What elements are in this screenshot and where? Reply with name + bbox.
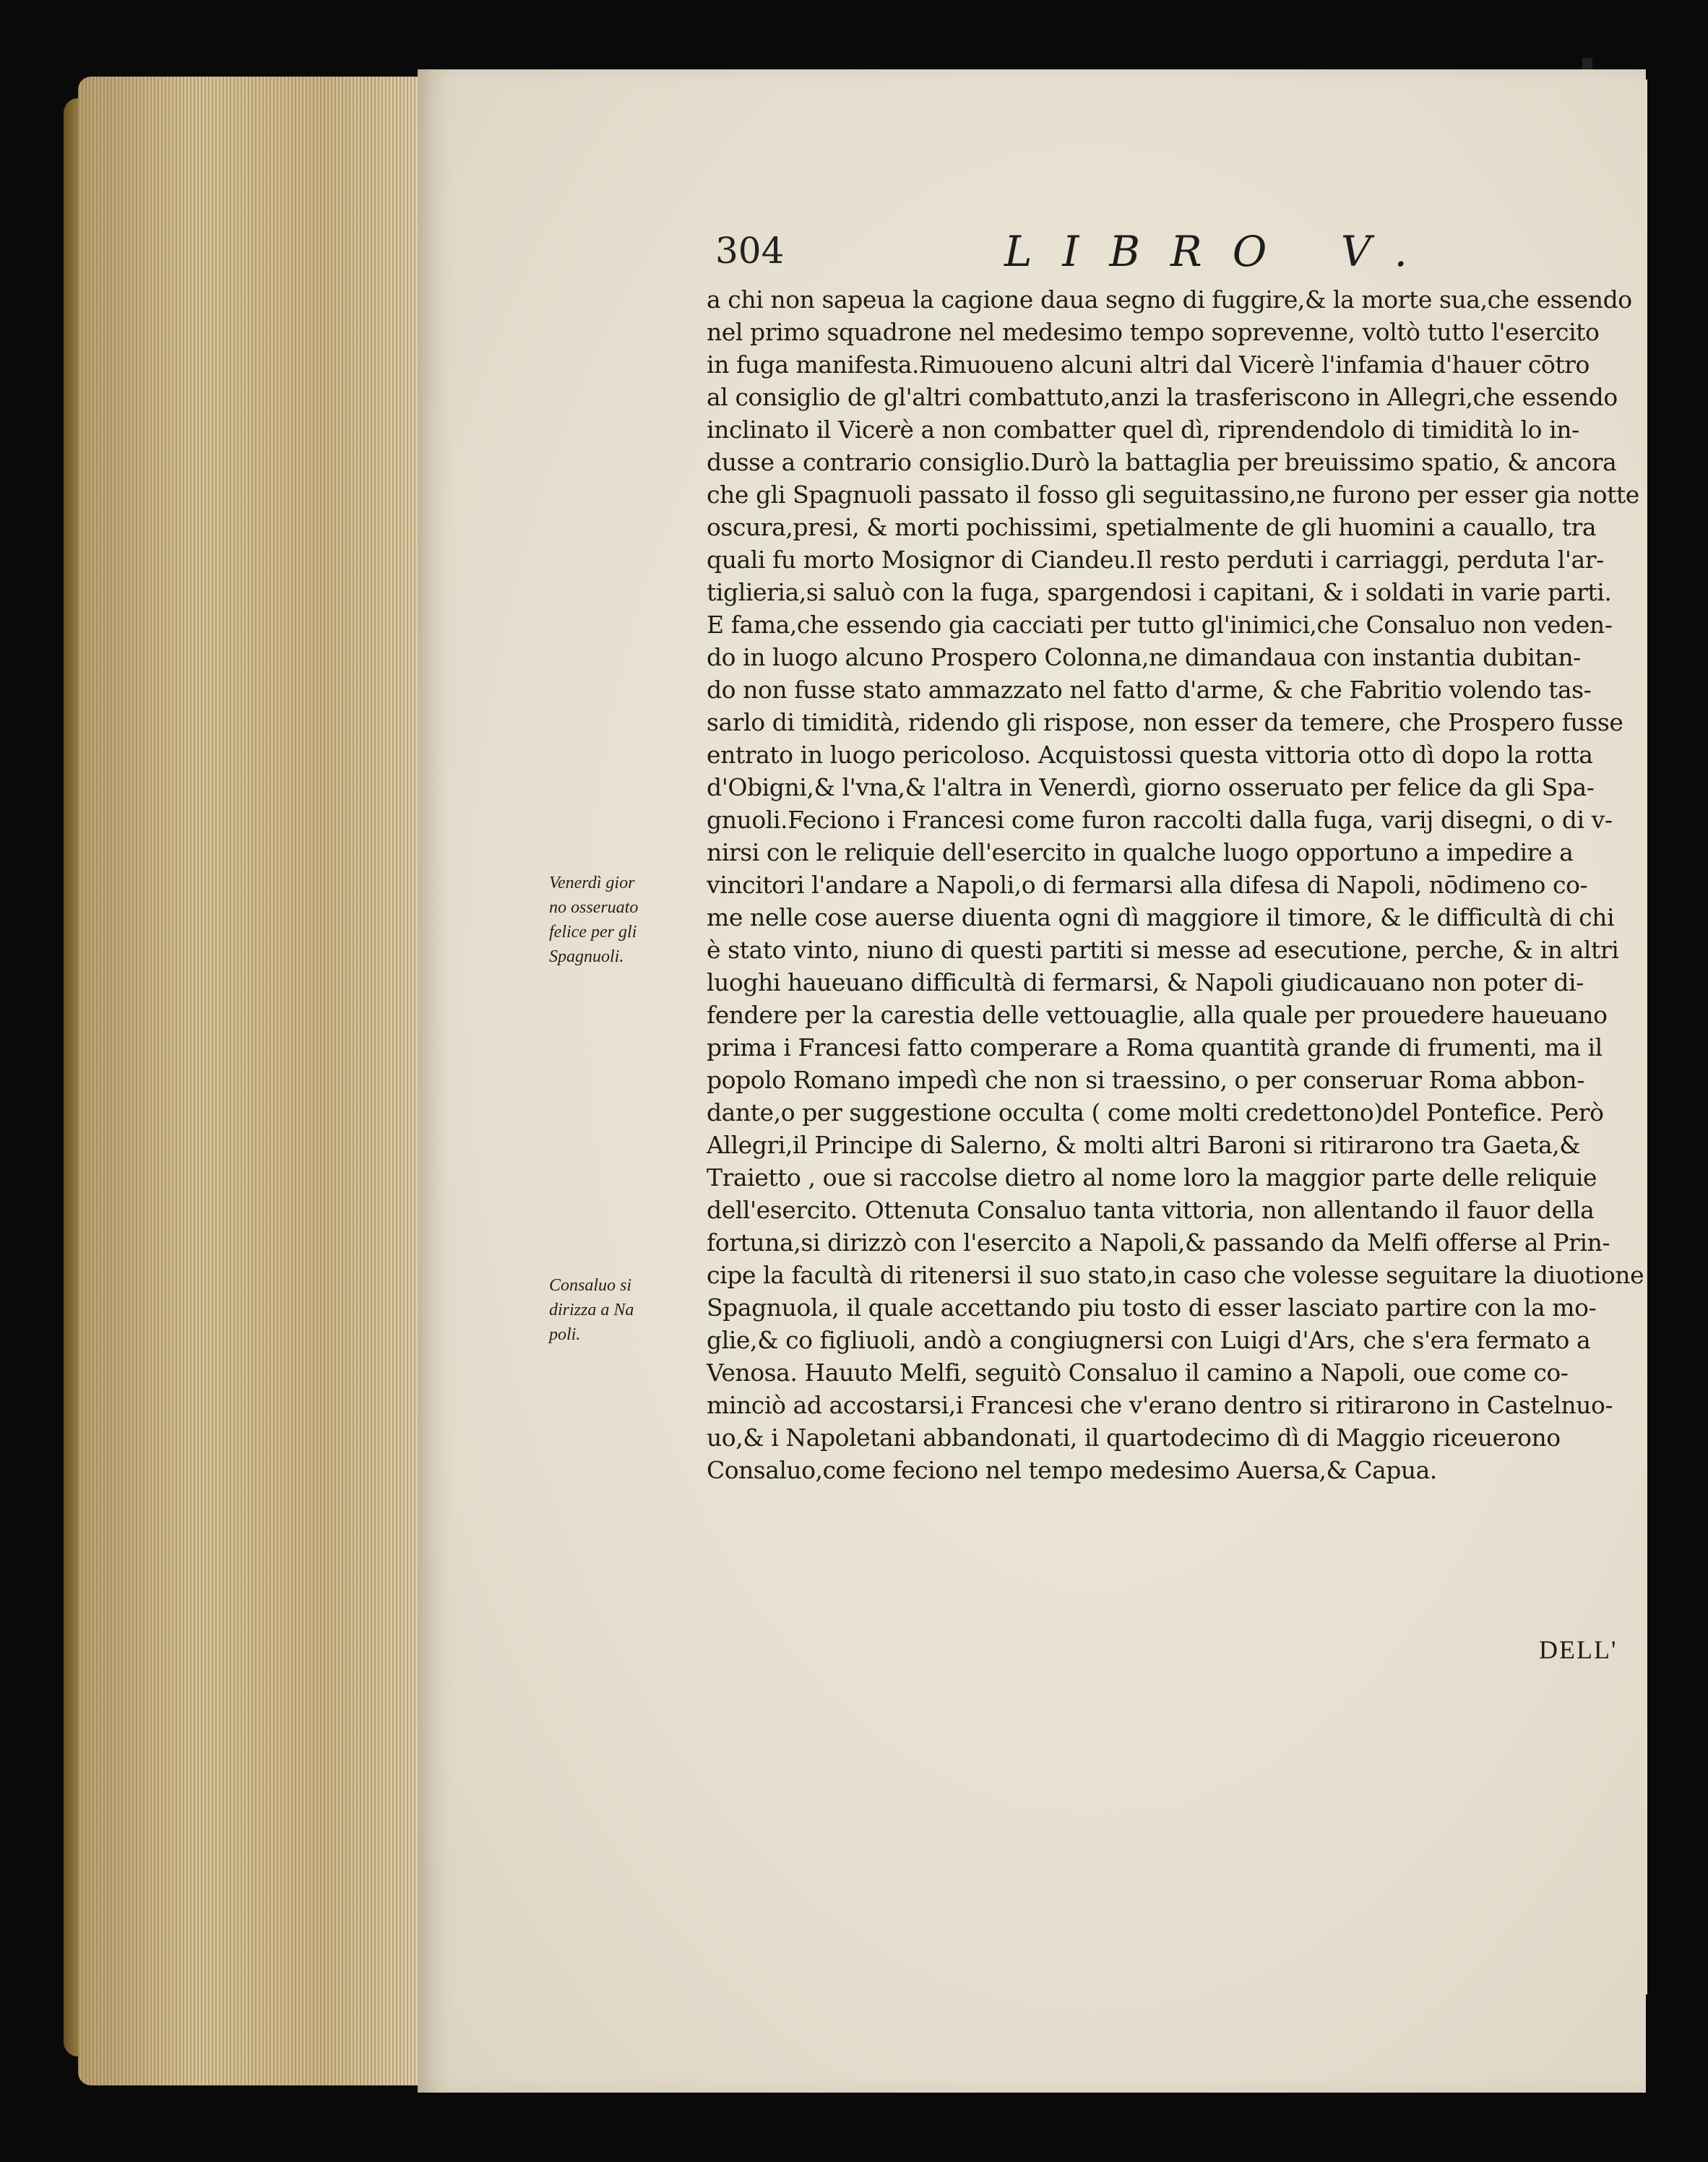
text-line: fendere per la carestia delle vettouaglie, alla quale per prouedere haueuano — [707, 1001, 1608, 1029]
text-line: dusse a contrario consiglio.Durò la battaglia per breuissimo spatio, & ancora — [707, 448, 1617, 476]
margin-note-consaluo — [549, 1273, 701, 1347]
text-line: Spagnuola, il quale accettando piu tosto di esser lasciato partire con la mo- — [707, 1293, 1597, 1322]
text-line: a chi non sapeua la cagione daua segno di fuggire,& la morte sua,che essendo — [707, 285, 1632, 314]
text-line: Allegri,il Principe di Salerno, & molti altri Baroni si ritirarono tra Gaeta,& — [707, 1131, 1581, 1159]
text-line: tiglieria,si saluò con la fuga, spargendosi i capitani, & i soldati in varie parti. — [707, 578, 1612, 606]
margin-note-line: Consaluo si — [549, 1276, 632, 1295]
text-line: oscura,presi, & morti pochissimi, spetialmente de gli huomini a cauallo, tra — [707, 513, 1597, 541]
text-line: è stato vinto, niuno di questi partiti si messe ad esecutione, perche, & in altri — [707, 936, 1619, 964]
margin-note-line: Spagnuoli. — [549, 947, 624, 966]
text-line: d'Obigni,& l'vna,& l'altra in Venerdì, giorno osseruato per felice da gli Spa- — [707, 773, 1595, 801]
text-line: inclinato il Vicerè a non combatter quel dì, riprendendolo di timidità lo in- — [707, 415, 1579, 444]
text-line: glie,& co figliuoli, andò a congiugnersi con Luigi d'Ars, che s'era fermato a — [707, 1326, 1591, 1354]
text-line: E fama,che essendo gia cacciati per tutto gl'inimici,che Consaluo non veden- — [707, 611, 1613, 639]
book-title: LIBRO V. — [1004, 227, 1438, 276]
text-line: dante,o per suggestione occulta ( come molti credettono)del Pontefice. Però — [707, 1098, 1604, 1127]
text-line: che gli Spagnuoli passato il fosso gli seguitassino,ne furono per esser gia notte — [707, 481, 1639, 509]
text-line: entrato in luogo pericoloso. Acquistossi questa vittoria otto dì dopo la rotta — [707, 741, 1593, 769]
text-line: luoghi haueuano difficultà di fermarsi, & Napoli giudicauano non poter di- — [707, 968, 1584, 996]
margin-note-venerdi — [549, 871, 701, 969]
margin-note-line: poli. — [549, 1325, 581, 1344]
main-text-block — [707, 283, 1666, 1486]
text-line: minciò ad accostarsi,i Francesi che v'erano dentro si ritirarono in Castelnuo- — [707, 1391, 1613, 1419]
catchword: DELL' — [1539, 1635, 1618, 1664]
text-line: Traietto , oue si raccolse dietro al nome loro la maggior parte delle reliquie — [707, 1163, 1597, 1192]
text-line: do in luogo alcuno Prospero Colonna,ne dimandaua con instantia dubitan- — [707, 643, 1581, 671]
text-line: quali fu morto Mosignor di Ciandeu.Il resto perduti i carriaggi, perduta l'ar- — [707, 546, 1604, 574]
text-line: me nelle cose auerse diuenta ogni dì maggiore il timore, & le difficultà di chi — [707, 903, 1615, 931]
text-line: dell'esercito. Ottenuta Consaluo tanta vittoria, non allentando il fauor della — [707, 1196, 1595, 1224]
margin-note-line: Venerdì gior — [549, 874, 635, 892]
text-line: fortuna,si dirizzò con l'esercito a Napoli,& passando da Melfi offerse al Prin- — [707, 1228, 1610, 1257]
text-line: in fuga manifesta.Rimuoueno alcuni altri dal Vicerè l'infamia d'hauer cōtro — [707, 350, 1590, 379]
text-line: nel primo squadrone nel medesimo tempo soprevenne, voltò tutto l'esercito — [707, 318, 1600, 346]
margin-note-line: no osseruato — [549, 898, 639, 917]
text-line: vincitori l'andare a Napoli,o di fermarsi alla difesa di Napoli, nōdimeno co- — [707, 871, 1588, 899]
text-line: gnuoli.Feciono i Francesi come furon raccolti dalla fuga, varij disegni, o di v- — [707, 806, 1613, 834]
margin-note-line: dirizza a Na — [549, 1301, 634, 1319]
page-edges — [78, 77, 425, 2085]
text-line: Consaluo,come feciono nel tempo medesimo Auersa,& Capua. — [707, 1456, 1437, 1484]
page-number: 304 — [715, 230, 785, 272]
text-line: popolo Romano impedì che non si traessino, o per conseruar Roma abbon- — [707, 1066, 1584, 1094]
text-line: cipe la facultà di ritenersi il suo stato,in caso che volesse seguitare la diuotione — [707, 1261, 1644, 1289]
margin-note-line: felice per gli — [549, 923, 637, 942]
text-line: al consiglio de gl'altri combattuto,anzi la trasferiscono in Allegri,che essendo — [707, 383, 1618, 411]
text-line: uo,& i Napoletani abbandonati, il quartodecimo dì di Maggio riceuerono — [707, 1424, 1561, 1452]
text-line: prima i Francesi fatto comperare a Roma quantità grande di frumenti, ma il — [707, 1033, 1603, 1061]
text-line: Venosa. Hauuto Melfi, seguitò Consaluo il camino a Napoli, oue come co- — [707, 1358, 1569, 1387]
text-line: nirsi con le reliquie dell'esercito in qualche luogo opportuno a impedire a — [707, 838, 1574, 866]
text-line: sarlo di timidità, ridendo gli rispose, non esser da temere, che Prospero fusse — [707, 708, 1623, 736]
text-line: do non fusse stato ammazzato nel fatto d'arme, & che Fabritio volendo tas- — [707, 676, 1592, 704]
running-head — [715, 227, 1474, 288]
